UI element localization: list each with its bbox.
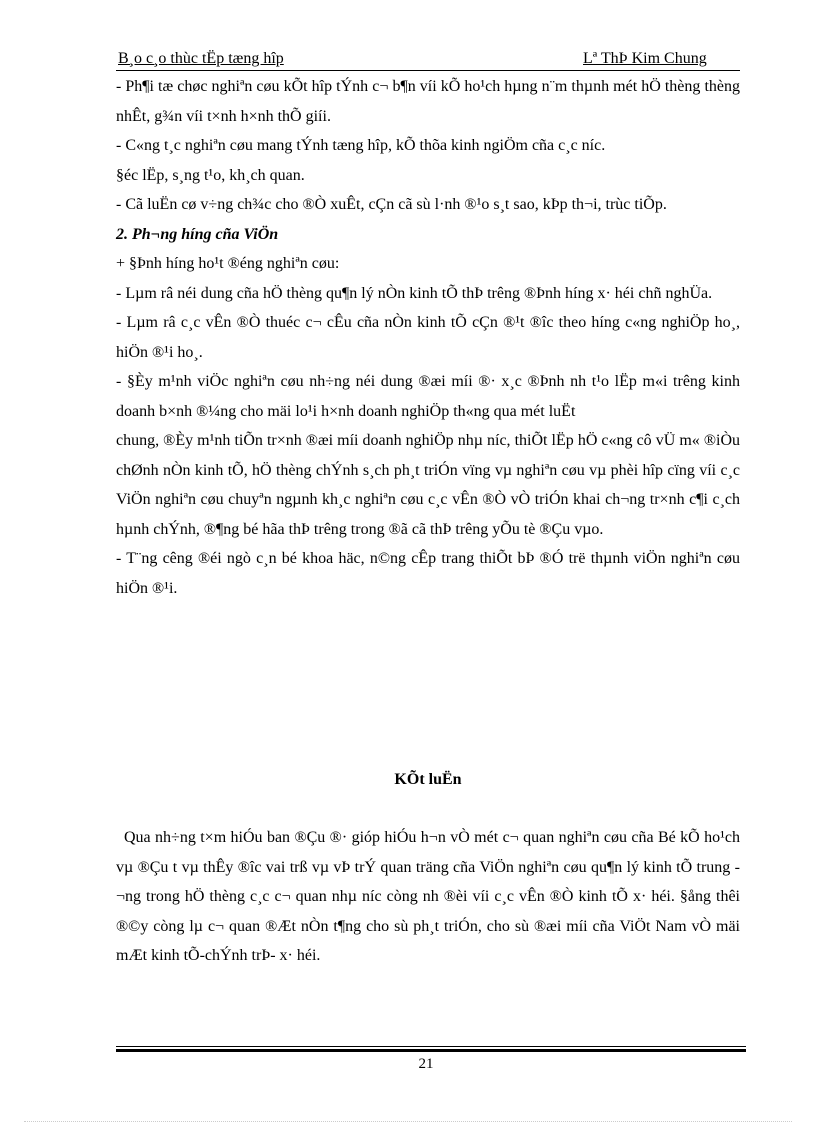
page-bottom-divider [24,1121,792,1122]
paragraph-general-research: - C«ng t¸c nghiªn cøu mang tÝnh tæng hîp, kÕ thõa kinh ngiÖm cña c¸c níc. [116,137,606,154]
conclusion-section [116,823,740,971]
page-number: 21 [418,1056,434,1072]
footer-rule-thick [116,1049,746,1052]
section-heading-direction: 2. Ph¬ng híng cña ViÖn [116,225,279,243]
paragraph-promote-research: - §Èy m¹nh viÖc nghiªn cøu nh÷ng néi dung ®æi míi ®· x¸c ®Þnh nh t¹o lËp m«i trêng kinh doanh b×nh ®¼ng cho mäi lo¹i h×nh doanh nghiÖp th«ng qua mét luËt [116,373,740,420]
paragraph-strengthen-staff: - T¨ng cêng ®éi ngò c¸n bé khoa häc, n©ng cÊp trang thiÕt bÞ ®Ó trë thµnh viÖn nghiªn cøu hiÖn ®¹i. [116,550,740,597]
paragraph-research-orientation: + §Þnh híng ho¹t ®éng nghiªn cøu: [116,255,340,272]
footer-rule-thin [116,1046,746,1047]
paragraph-continued: chung, ®Èy m¹nh tiÕn tr×nh ®æi míi doanh nghiÖp nhµ níc, thiÕt lËp hÖ c«ng cô vÜ m« ®iÒu chØnh nÒn kinh tÕ, hÖ thèng chÝnh s¸ch ph¸t triÓn vïng vµ nghiªn cøu vµ phèi hîp cïng víi c¸c ViÖn nghiªn cøu chuyªn ngµnh kh¸c nghiªn cøu c¸c vÊn ®Ò vÒ triÓn khai ch¬ng tr×nh c¶i c¸ch hµnh chÝnh, ®¶ng bé hãa thÞ trêng trong ®ã cã thÞ trêng yÕu tè ®Çu vµo. [116,432,740,538]
paragraph-clarify-structure: - Lµm râ c¸c vÊn ®Ò thuéc c¬ cÊu cña nÒn kinh tÕ cÇn ®¹t ®îc theo híng c«ng nghiÖp ho¸, hiÖn ®¹i ho¸. [116,314,740,361]
paragraph-research-combination: - Ph¶i tæ chøc nghiªn cøu kÕt hîp tÝnh c¬ b¶n víi kÕ ho¹ch hµng n¨m thµnh mét hÖ thèng thèng nhÊt, g¾n víi t×nh h×nh thÕ giíi. [116,78,740,125]
paragraph-clarify-system: - Lµm râ néi dung cña hÖ thèng qu¶n lý nÒn kinh tÕ thÞ trêng ®Þnh híng x· héi chñ nghÜa. [116,284,713,302]
paragraph-solid-arguments: - Cã luËn cø v÷ng ch¾c cho ®Ò xuÊt, cÇn cã sù l·nh ®¹o s¸t sao, kÞp th¬i, trùc tiÕp. [116,196,667,213]
body-content [116,72,740,603]
paragraph-independent: §éc lËp, s¸ng t¹o, kh¸ch quan. [116,166,305,184]
header-author-name: Lª ThÞ Kim Chung [583,50,707,67]
header-report-title: B¸o c¸o thùc tËp tæng hîp [118,50,284,67]
header-rule [116,70,740,71]
conclusion-title: KÕt luËn [394,771,462,788]
conclusion-paragraph: Qua nh÷ng t×m hiÓu ban ®Çu ®· gióp hiÓu h¬n vÒ mét c¬ quan nghiªn cøu cña Bé kÕ ho¹ch vµ ®Çu t vµ thÊy ®îc vai trß vµ vÞ trÝ quan träng cña ViÖn nghiªn cøu qu¶n lý kinh tÕ trung ¬ng trong hÖ thèng c¸c c¬ quan nhµ níc còng nh ®èi víi c¸c vÊn ®Ò kinh tÕ x· héi. §ång thêi ®©y còng lµ c¬ quan ®Æt nÒn t¶ng cho sù ph¸t triÓn, cho sù ®æi míi cña ViÖt Nam vÒ mäi mÆt kinh tÕ-chÝnh trÞ- x· héi. [116,829,740,964]
